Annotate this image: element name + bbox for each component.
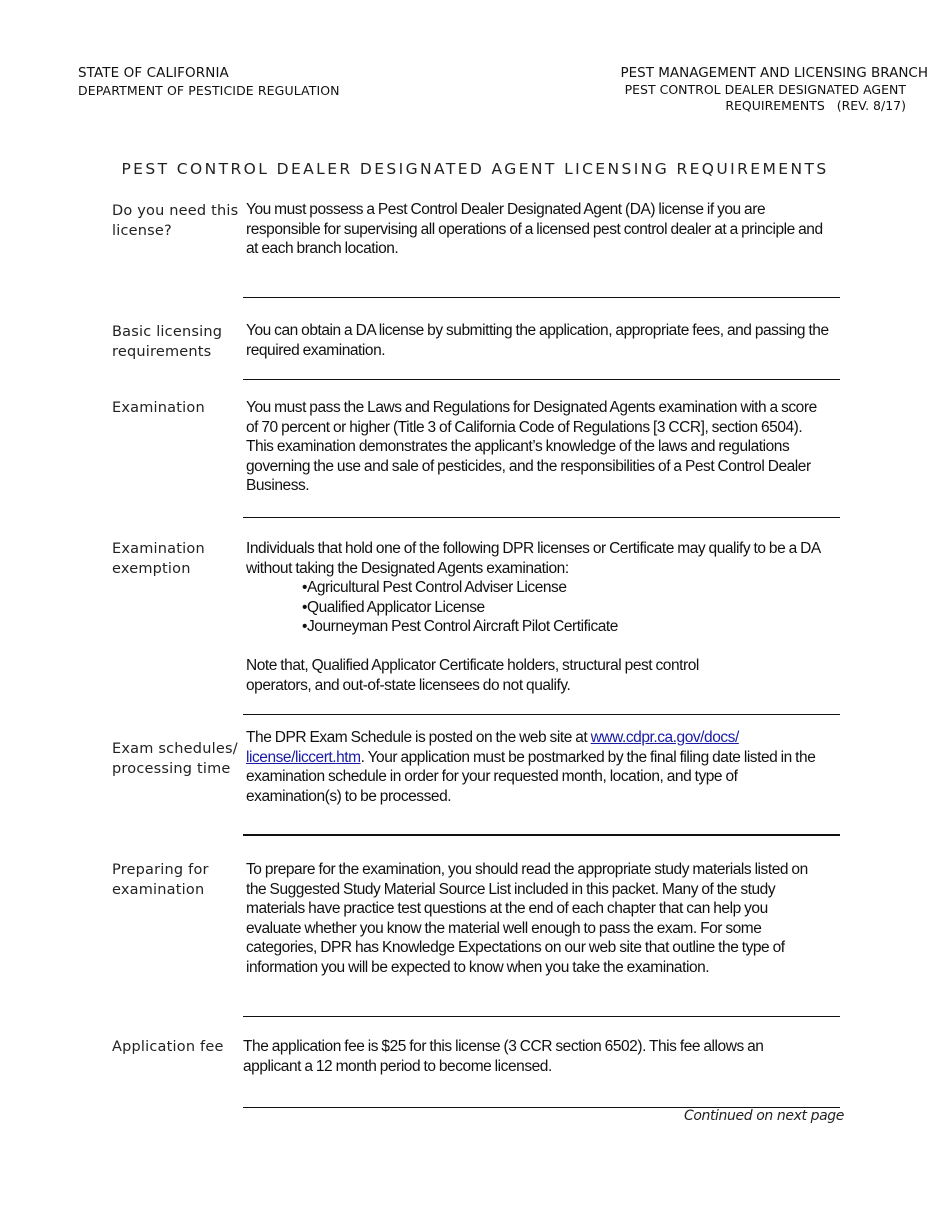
branch-name: PEST MANAGEMENT AND LICENSING BRANCH <box>620 65 928 81</box>
agency-header <box>78 65 340 99</box>
divider <box>243 1016 840 1017</box>
exemption-note: Note that, Qualified Applicator Certificate holders, structural pest control operators, and out-of-state licensees do not qualify. <box>246 656 699 694</box>
section-label-exam: Examination <box>112 400 205 416</box>
schedules-text-after: . Your application must be postmarked by the final filing date listed in the examination schedule in order for your requested month, location, and type of examination(s) to be processed. <box>246 748 816 805</box>
schedules-text-before: The DPR Exam Schedule is posted on the web site at <box>246 729 591 746</box>
section-label-fee: Application fee <box>112 1039 224 1055</box>
document-subject: PEST CONTROL DEALER DESIGNATED AGENT <box>624 82 906 97</box>
section-text-preparing: To prepare for the examination, you should read the appropriate study materials listed on the Suggested Study Material Source List included in this packet. Many of the study materials have practice test questions at the end of each chapter that can help you evaluate whether you know the material well enough to pass the exam. For some categories, DPR has Knowledge Expectations on our web site that outline the type of information you will be expected to know when you take the examination. <box>246 861 808 976</box>
section-text-need: You must possess a Pest Control Dealer Designated Agent (DA) license if you are responsible for supervising all operations of a licensed pest control dealer at a principle and at each branch location. <box>246 201 823 258</box>
department-name: DEPARTMENT OF PESTICIDE REGULATION <box>78 83 340 98</box>
continued-note: Continued on next page <box>683 1108 844 1124</box>
exemption-list <box>246 578 824 637</box>
list-item: • Qualified Applicator License <box>302 598 824 618</box>
exemption-intro: Individuals that hold one of the following DPR licenses or Certificate may qualify to be a DA without taking the Designated Agents examination: <box>246 540 820 577</box>
section-label-preparing: Preparing for examination <box>112 862 209 898</box>
divider <box>243 379 840 380</box>
document-revision: REQUIREMENTS (REV. 8/17) <box>725 98 906 113</box>
section-text-exemption <box>246 539 824 695</box>
section-text-basic: You can obtain a DA license by submitting the application, appropriate fees, and passing the required examination. <box>246 322 829 359</box>
section-label-basic: Basic licensing requirements <box>112 324 223 360</box>
section-label-schedules: Exam schedules/ processing time <box>112 741 238 777</box>
list-item: • Agricultural Pest Control Adviser License <box>302 578 824 598</box>
divider <box>243 517 840 518</box>
divider <box>243 297 840 298</box>
divider <box>243 834 840 836</box>
list-item: • Journeyman Pest Control Aircraft Pilot Certificate <box>302 617 824 637</box>
section-text-exam: You must pass the Laws and Regulations for Designated Agents examination with a score of 70 percent or higher (Title 3 of California Code of Regulations [3 CCR], section 6504). This examination demonstrates the applicant’s knowledge of the laws and regulations governing the use and sale of pesticides, and the responsibilities of a Pest Control Dealer Business. <box>246 399 817 495</box>
section-label-exemption: Examination exemption <box>112 541 205 577</box>
section-text-schedules <box>246 728 821 806</box>
page-title: PEST CONTROL DEALER DESIGNATED AGENT LICENSING REQUIREMENTS <box>121 160 829 178</box>
exam-schedule-link[interactable]: www.cdpr.ca.gov/docs/ license/liccert.htm <box>246 729 739 766</box>
divider <box>243 714 840 715</box>
state-name: STATE OF CALIFORNIA <box>78 65 229 81</box>
section-label-need: Do you need this license? <box>112 203 239 239</box>
branch-header <box>620 65 928 114</box>
section-text-fee: The application fee is $25 for this license (3 CCR section 6502). This fee allows an applicant a 12 month period to become licensed. <box>243 1038 764 1075</box>
